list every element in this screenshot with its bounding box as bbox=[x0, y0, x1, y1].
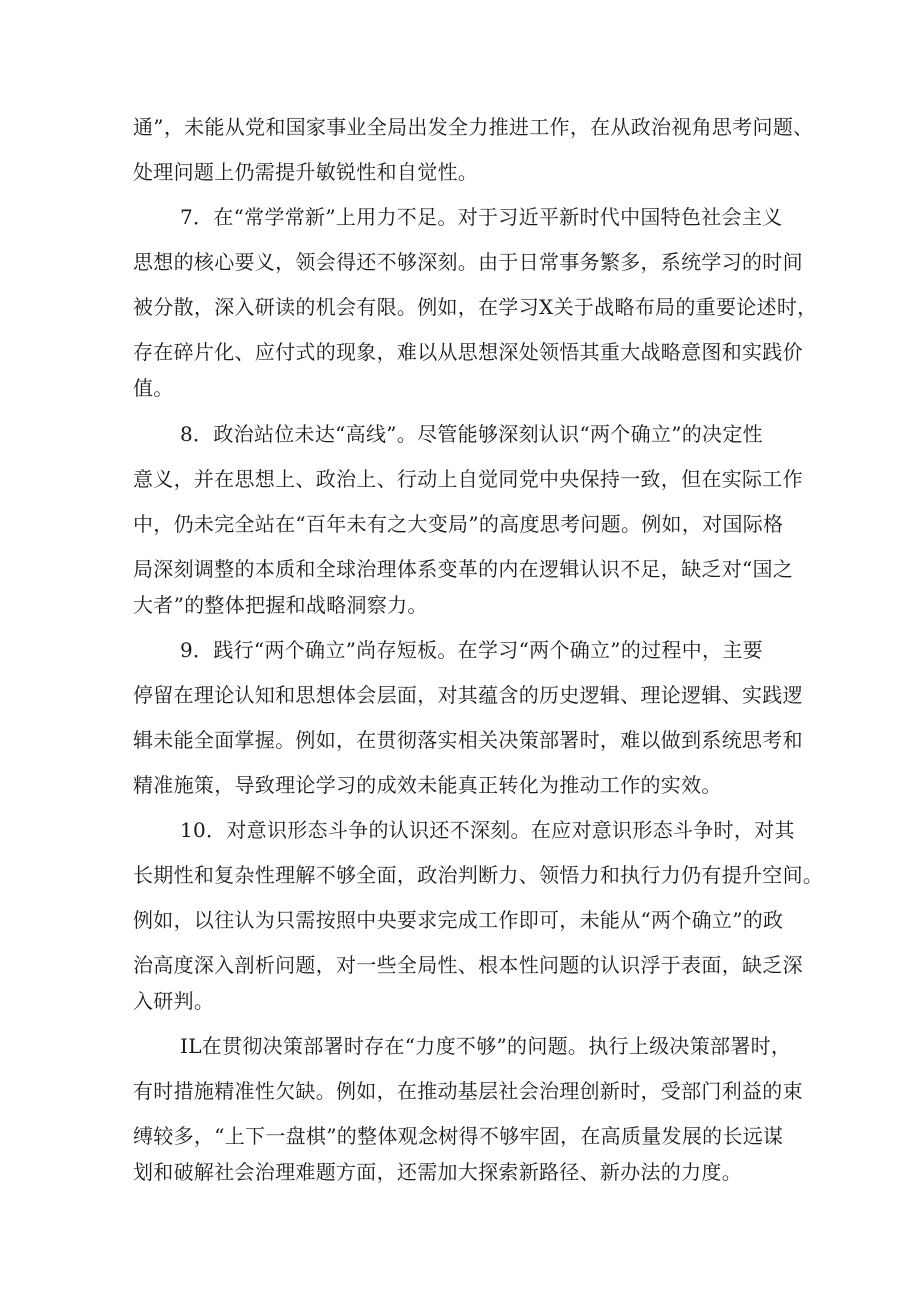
text-line: 缚较多，“上下一盘棋”的整体观念树得不够牢固，在高质量发展的长远谋 bbox=[133, 1124, 784, 1148]
text-line: 大者”的整体把握和战略洞察力。 bbox=[133, 593, 428, 617]
text-line: 意义，并在思想上、政治上、行动上自觉同党中央保持一致，但在实际工作 bbox=[133, 467, 803, 491]
text-line: 辑未能全面掌握。例如，在贯彻落实相关决策部署时，难以做到系统思考和 bbox=[133, 728, 803, 752]
text-line: 通”，未能从党和国家事业全局出发全力推进工作，在从政治视角思考问题、 bbox=[133, 115, 814, 139]
text-line: 例如，以往认为只需按照中央要求完成工作即可，未能从“两个确立”的政 bbox=[133, 908, 784, 932]
text-line: 被分散，深入研读的机会有限。例如，在学习X关于战略布局的重要论述时， bbox=[133, 295, 818, 319]
paragraph-11-heading-line: IL在贯彻决策部署时存在“力度不够”的问题。执行上级决策部署时， bbox=[180, 1034, 792, 1058]
text-line: 存在碎片化、应付式的现象，难以从思想深处领悟其重大战略意图和实践价 bbox=[133, 340, 803, 364]
text-line: 有时措施精准性欠缺。例如，在推动基层社会治理创新时，受部门利益的束 bbox=[133, 1079, 803, 1103]
text-line: 划和破解社会治理难题方面，还需加大探索新路径、新办法的力度。 bbox=[133, 1160, 742, 1184]
text-line: 精准施策，导致理论学习的成效未能真正转化为推动工作的实效。 bbox=[133, 773, 722, 797]
text-line: 长期性和复杂性理解不够全面，政治判断力、领悟力和执行力仍有提升空间。 bbox=[133, 863, 824, 887]
text-line: 治高度深入剖析问题，对一些全局性、根本性问题的认识浮于表面，缺乏深 bbox=[133, 953, 803, 977]
paragraph-7-heading-line: 7．在“常学常新”上用力不足。对于习近平新时代中国特色社会主义 bbox=[180, 205, 783, 229]
paragraph-9-heading-line: 9．践行“两个确立”尚存短板。在学习“两个确立”的过程中，主要 bbox=[180, 638, 763, 662]
paragraph-10-heading-line: 10．对意识形态斗争的认识还不深刻。在应对意识形态斗争时，对其 bbox=[180, 818, 795, 842]
text-line: 思想的核心要义，领会得还不够深刻。由于日常事务繁多，系统学习的时间 bbox=[133, 250, 803, 274]
text-line: 值。 bbox=[133, 376, 174, 400]
text-line: 入研判。 bbox=[133, 989, 215, 1013]
text-line: 局深刻调整的本质和全球治理体系变革的内在逻辑认识不足，缺乏对“国之 bbox=[133, 557, 794, 581]
text-line: 停留在理论认知和思想体会层面，对其蕴含的历史逻辑、理论逻辑、实践逻 bbox=[133, 683, 803, 707]
text-line: 中，仍未完全站在“百年未有之大变局”的高度思考问题。例如，对国际格 bbox=[133, 512, 784, 536]
paragraph-8-heading-line: 8．政治站位未达“高线”。尽管能够深刻认识“两个确立”的决定性 bbox=[180, 422, 763, 446]
text-line: 处理问题上仍需提升敏锐性和自觉性。 bbox=[133, 160, 479, 184]
